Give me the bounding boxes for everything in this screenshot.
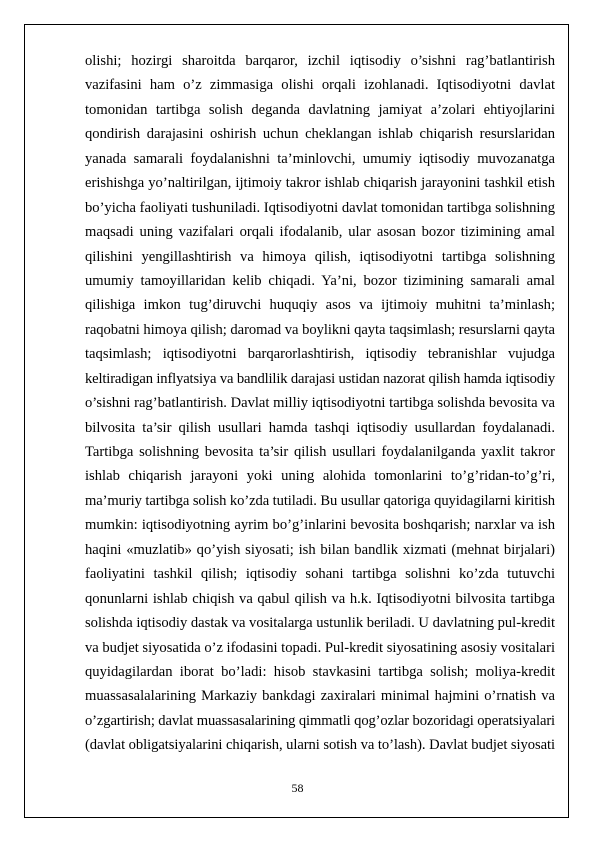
text-line: ma’muriy tartibga solish ko’zda tutiladi. Bu usullar qatoriga quyidagilarni kiritish <box>85 492 555 509</box>
text-line: qilishini yengillashtirish va himoya qilish, iqtisodiyotni tartibga solishning <box>85 248 555 265</box>
text-line: haqini «muzlatib» qo’yish siyosati; ish bilan bandlik xizmati (mehnat birjalari) <box>85 541 555 558</box>
text-line: muassasalalarining Markaziy bankdagi zaxiralari minimal hajmini o’rnatish va <box>85 688 555 705</box>
text-line: maqsadi uning vazifalari orqali ifodalanib, ular asosan bozor tizimining amal <box>85 224 555 241</box>
text-line: taqsimlash; iqtisodiyotni barqarorlashtirish, iqtisodiy tebranishlar vujudga <box>85 346 555 363</box>
text-line: quyidagilardan iborat bo’ladi: hisob stavkasini tartibga solish; moliya-kredit <box>85 663 555 680</box>
text-line: va budjet siyosatida o’z ifodasini topadi. Pul-kredit siyosatining asosiy vositalari <box>85 639 555 656</box>
text-line: umumiy tamoyillaridan kelib chiqadi. Ya’ni, bozor tizimining samarali amal <box>85 272 555 289</box>
text-line: bo’yicha faoliyati tushuniladi. Iqtisodiyotni davlat tomonidan tartibga solishning <box>85 199 555 216</box>
text-line: qonunlarni ishlab chiqish va qabul qilish va h.k. Iqtisodiyotni bilvosita tartibga <box>85 590 555 607</box>
text-line: tomonidan tartibga solish deganda davlatning jamiyat a’zolari ehtiyojlarini <box>85 101 555 118</box>
text-line: qondirish darajasini oshirish uchun cheklangan ishlab chiqarish resurslaridan <box>85 126 555 143</box>
text-line: faoliyatini tashkil qilish; iqtisodiy sohani tartibga solishni ko’zda tutuvchi <box>85 566 555 583</box>
text-line: bilvosita ta’sir qilish usullari hamda tashqi iqtisodiy usullardan foydalanadi. <box>85 419 555 436</box>
text-line: raqobatni himoya qilish; daromad va boylikni qayta taqsimlash; resurslarni qayta <box>85 321 555 338</box>
body-text <box>85 49 555 758</box>
text-line: solishda iqtisodiy dastak va vositalarga ustunlik beriladi. U davlatning pul-kredit <box>85 615 555 632</box>
text-line: (davlat obligatsiyalarini chiqarish, ularni sotish va to’lash). Davlat budjet siyosati <box>85 737 555 754</box>
text-line: o’sishni rag’batlantirish. Davlat milliy iqtisodiyotni tartibga solishda bevosita va <box>85 395 555 412</box>
text-line: keltiradigan inflyatsiya va bandlilik darajasi ustidan nazorat qilish hamda iqtisodiy <box>85 370 555 387</box>
page-number: 58 <box>291 781 304 795</box>
text-line: erishishga yo’naltirilgan, ijtimoiy takror ishlab chiqarish jarayonini tashkil etish <box>85 175 555 192</box>
text-line: o’zgartirish; davlat muassasalarining qimmatli qog’ozlar bozoridagi operatsiyalari <box>85 712 555 729</box>
text-line: qilishiga imkon tug’diruvchi huquqiy asos va ijtimoiy muhitni ta’minlash; <box>85 297 555 314</box>
text-line: vazifasini ham o’z zimmasiga olishi orqali izohlanadi. Iqtisodiyotni davlat <box>85 77 555 94</box>
text-line: Tartibga solishning bevosita ta’sir qilish usullari foydalanilganda yaxlit takror <box>85 444 555 460</box>
text-line: olishi; hozirgi sharoitda barqaror, izchil iqtisodiy o’sishni rag’batlantirish <box>85 53 555 69</box>
text-line: yanada samarali foydalanishni ta’minlovchi, umumiy iqtisodiy muvozanatga <box>85 150 555 167</box>
text-line: mumkin: iqtisodiyotning ayrim bo’g’inlarini bevosita boshqarish; narxlar va ish <box>85 517 555 534</box>
text-line: ishlab chiqarish jarayoni yoki uning alohida tomonlarini to’g’ridan-to’g’ri, <box>85 468 555 485</box>
